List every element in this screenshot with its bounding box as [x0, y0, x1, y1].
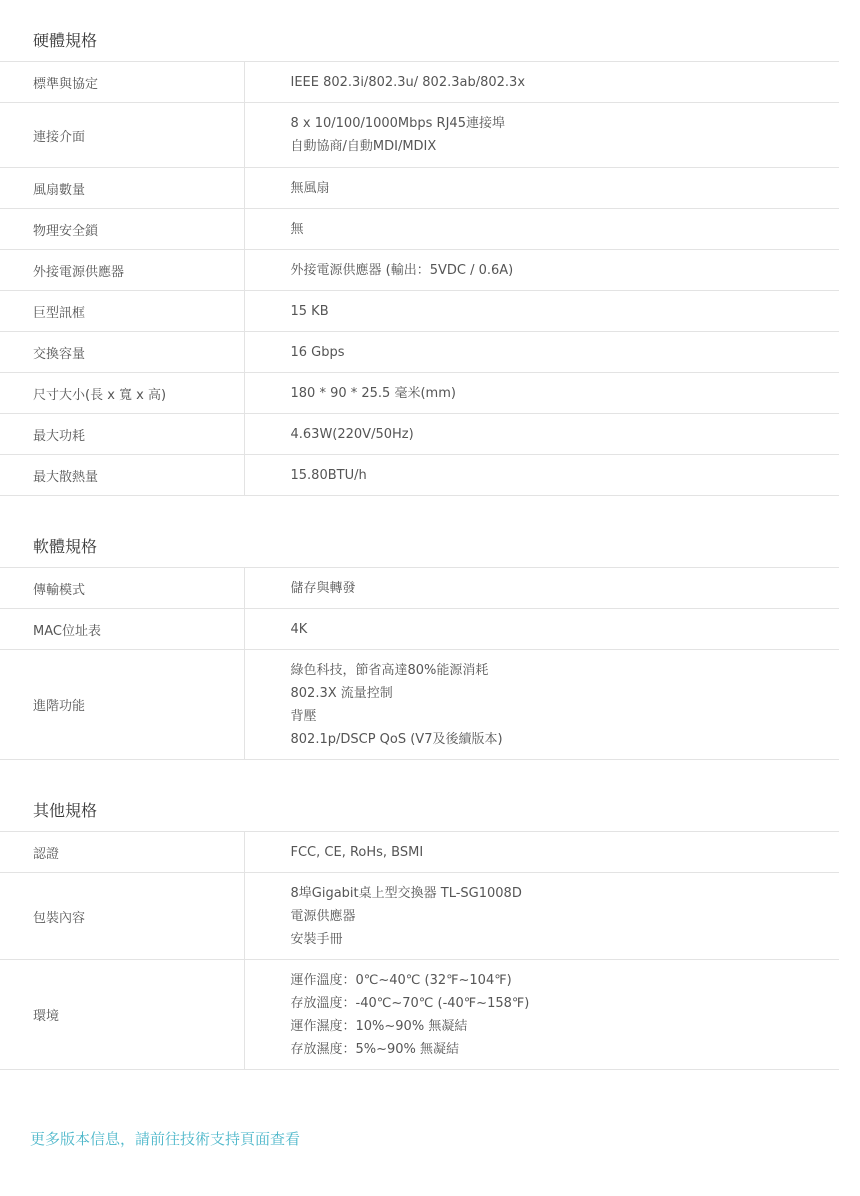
- spec-label: 標準與協定: [0, 62, 244, 103]
- spec-value-line: 15.80BTU/h: [290, 467, 367, 483]
- spec-value-line: 存放溫度：-40℃~70℃ (-40℉~158℉): [290, 995, 530, 1011]
- support-page-link[interactable]: 更多版本信息，請前往技術支持頁面查看: [30, 1130, 301, 1148]
- spec-value-line: 4.63W(220V/50Hz): [290, 426, 414, 442]
- spec-label: 尺寸大小(長 x 寬 x 高): [0, 373, 244, 414]
- spec-row: [0, 650, 839, 760]
- spec-label: 物理安全鎖: [0, 209, 244, 250]
- spec-row: [0, 455, 839, 496]
- spec-label: 最大功耗: [0, 414, 244, 455]
- spec-value-line: 自動協商/自動MDI/MDIX: [290, 139, 437, 154]
- spec-row: [0, 332, 839, 373]
- spec-value: [244, 62, 839, 103]
- section-title-hardware: 硬體規格: [33, 31, 98, 50]
- spec-value-line: IEEE 802.3i/802.3u/ 802.3ab/802.3x: [290, 74, 526, 90]
- spec-value-line: 電源供應器: [290, 908, 356, 924]
- other-spec-table: [0, 831, 839, 1070]
- spec-row: [0, 291, 839, 332]
- spec-label: MAC位址表: [0, 609, 244, 650]
- spec-value: [244, 873, 839, 960]
- spec-value-line: FCC, CE, RoHs, BSMI: [290, 844, 424, 860]
- spec-row: [0, 832, 839, 873]
- spec-value-line: 運作濕度：10%~90% 無凝結: [290, 1018, 468, 1034]
- section-title-software: 軟體規格: [33, 537, 98, 556]
- spec-value-line: 儲存與轉發: [290, 580, 356, 596]
- software-spec-table: [0, 567, 839, 760]
- spec-label: 巨型訊框: [0, 291, 244, 332]
- spec-value: [244, 332, 839, 373]
- spec-value-line: 15 KB: [290, 303, 329, 319]
- spec-value-line: 外接電源供應器 (輸出：5VDC / 0.6A): [290, 262, 514, 278]
- spec-value: [244, 414, 839, 455]
- spec-value-line: 180 * 90 * 25.5 毫米(mm): [290, 385, 456, 401]
- spec-label: 連接介面: [0, 103, 244, 168]
- hardware-spec-table: [0, 61, 839, 496]
- spec-row: [0, 250, 839, 291]
- other-section: [0, 760, 860, 1070]
- spec-value: [244, 103, 839, 168]
- spec-value: [244, 960, 839, 1070]
- spec-label: 環境: [0, 960, 244, 1070]
- spec-value: [244, 455, 839, 496]
- spec-row: [0, 373, 839, 414]
- spec-label: 進階功能: [0, 650, 244, 760]
- spec-value: [244, 373, 839, 414]
- spec-label: 風扇數量: [0, 168, 244, 209]
- spec-row: [0, 609, 839, 650]
- spec-value: [244, 568, 839, 609]
- spec-value-line: 背壓: [290, 708, 317, 724]
- spec-value: [244, 209, 839, 250]
- spec-value-line: 8 x 10/100/1000Mbps RJ45連接埠: [290, 116, 505, 131]
- spec-row: [0, 568, 839, 609]
- section-title-other: 其他規格: [33, 801, 98, 820]
- software-section: [0, 496, 860, 760]
- spec-row: [0, 414, 839, 455]
- spec-label: 認證: [0, 832, 244, 873]
- spec-row: [0, 873, 839, 960]
- spec-value-line: 802.1p/DSCP QoS (V7及後續版本): [290, 731, 503, 747]
- spec-value-line: 無: [290, 221, 304, 237]
- spec-value: [244, 168, 839, 209]
- spec-row: [0, 103, 839, 168]
- spec-value-line: 802.3X 流量控制: [290, 685, 393, 701]
- spec-value: [244, 291, 839, 332]
- spec-value-line: 存放濕度：5%~90% 無凝結: [290, 1041, 460, 1057]
- hardware-section: [0, 0, 860, 496]
- spec-row: [0, 62, 839, 103]
- spec-value: [244, 250, 839, 291]
- spec-value: [244, 832, 839, 873]
- spec-row: [0, 960, 839, 1070]
- spec-value-line: 4K: [290, 621, 308, 637]
- spec-value-line: 安裝手冊: [290, 931, 343, 947]
- spec-value: [244, 650, 839, 760]
- spec-label: 傳輸模式: [0, 568, 244, 609]
- spec-value-line: 8埠Gigabit桌上型交換器 TL-SG1008D: [290, 885, 522, 901]
- spec-label: 最大散熱量: [0, 455, 244, 496]
- spec-value-line: 運作溫度：0℃~40℃ (32℉~104℉): [290, 972, 512, 988]
- spec-label: 包裝內容: [0, 873, 244, 960]
- spec-row: [0, 209, 839, 250]
- spec-value-line: 無風扇: [290, 180, 330, 196]
- spec-row: [0, 168, 839, 209]
- spec-value: [244, 609, 839, 650]
- spec-label: 交換容量: [0, 332, 244, 373]
- spec-label: 外接電源供應器: [0, 250, 244, 291]
- spec-value-line: 綠色科技，節省高達80%能源消耗: [290, 662, 489, 678]
- spec-value-line: 16 Gbps: [290, 344, 345, 360]
